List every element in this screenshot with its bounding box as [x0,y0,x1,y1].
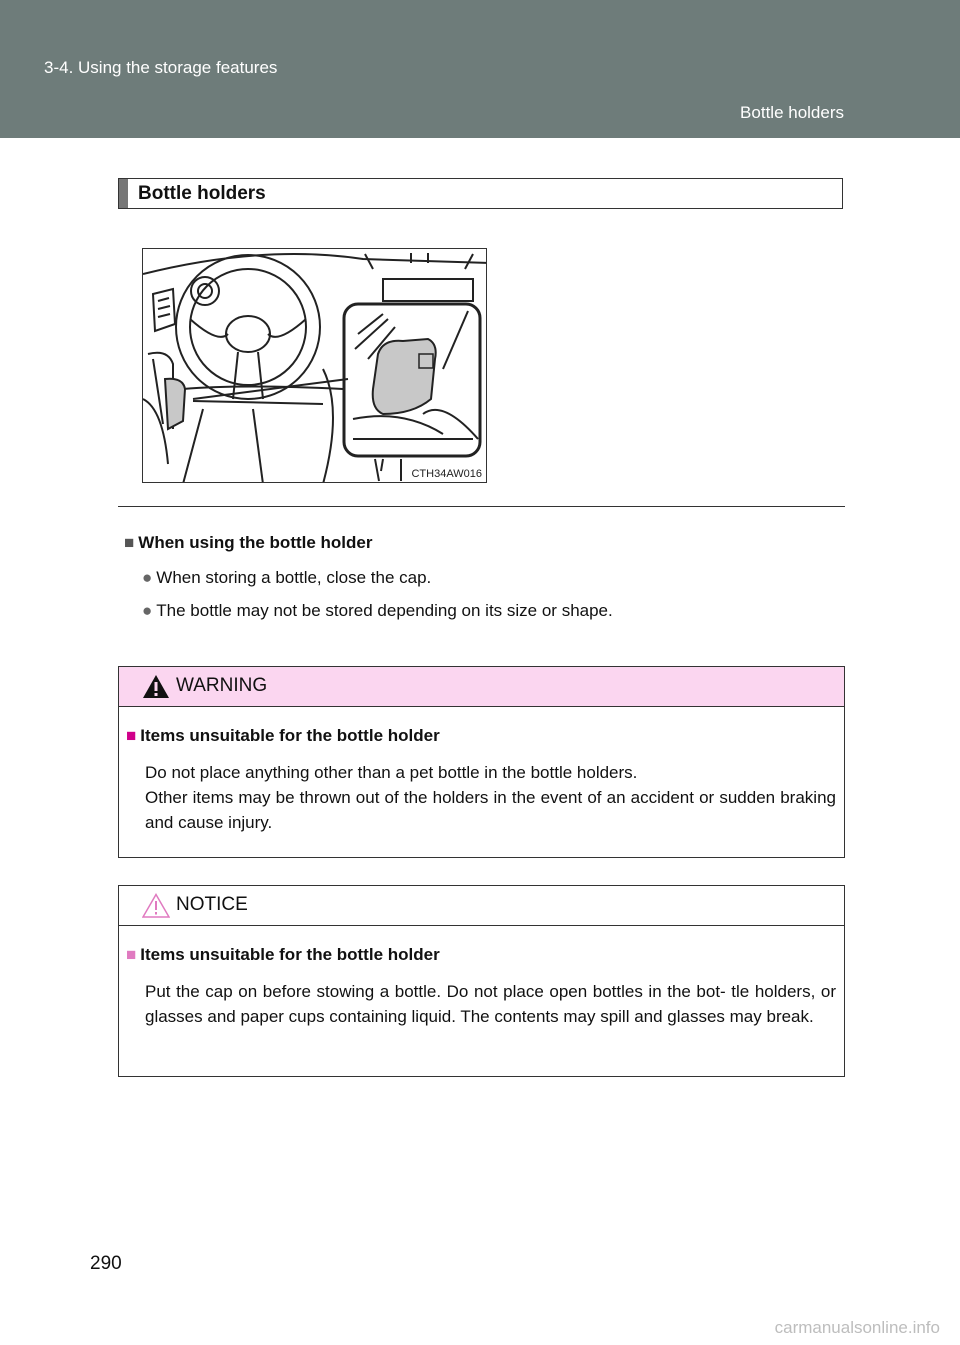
notice-header [119,886,844,926]
square-bullet-icon: ■ [126,945,137,964]
list-item [142,601,613,621]
notice-box [118,885,845,1077]
note-heading [124,533,373,553]
subsection-title: Bottle holders [740,103,844,122]
warning-heading [126,726,440,746]
topic-title-bar [118,178,843,209]
list-item-text: When storing a bottle, close the cap. [156,568,432,587]
title-accent [119,179,128,208]
notice-text: Put the cap on before stowing a bottle. Do not place open bottles in the bot- tle holders, or glasses and paper cups containing liquid. The contents may spill and glasses may break. [145,982,836,1026]
section-divider [118,506,845,507]
square-bullet-icon: ■ [124,533,135,552]
note-heading-text: When using the bottle holder [138,533,373,552]
warning-text-line: Other items may be thrown out of the holders in the event of an accident or sudden braking and cause injury. [145,788,836,832]
square-bullet-icon: ■ [126,726,137,745]
warning-label: WARNING [176,675,268,696]
page-number: 290 [90,1253,122,1274]
list-item [142,568,431,588]
page-header [0,0,960,138]
bottle-holder-illustration [142,248,487,483]
section-title: 3-4. Using the storage features [44,58,278,77]
warning-text-line: Do not place anything other than a pet bottle in the bottle holders. [145,763,638,782]
round-bullet-icon: ● [142,568,153,587]
notice-heading-text: Items unsuitable for the bottle holder [140,945,440,964]
warning-triangle-icon [142,674,170,699]
caution-triangle-icon [142,893,170,918]
watermark: carmanualsonline.info [774,1318,940,1337]
figure-code: CTH34AW016 [411,468,482,480]
notice-heading [126,945,440,965]
warning-header [119,667,844,707]
topic-title: Bottle holders [138,183,266,204]
warning-text [145,760,836,835]
warning-box [118,666,845,858]
warning-heading-text: Items unsuitable for the bottle holder [140,726,440,745]
round-bullet-icon: ● [142,601,153,620]
list-item-text: The bottle may not be stored depending on its size or shape. [156,601,613,620]
notice-label: NOTICE [176,894,248,915]
dashboard-drawing [143,249,487,483]
